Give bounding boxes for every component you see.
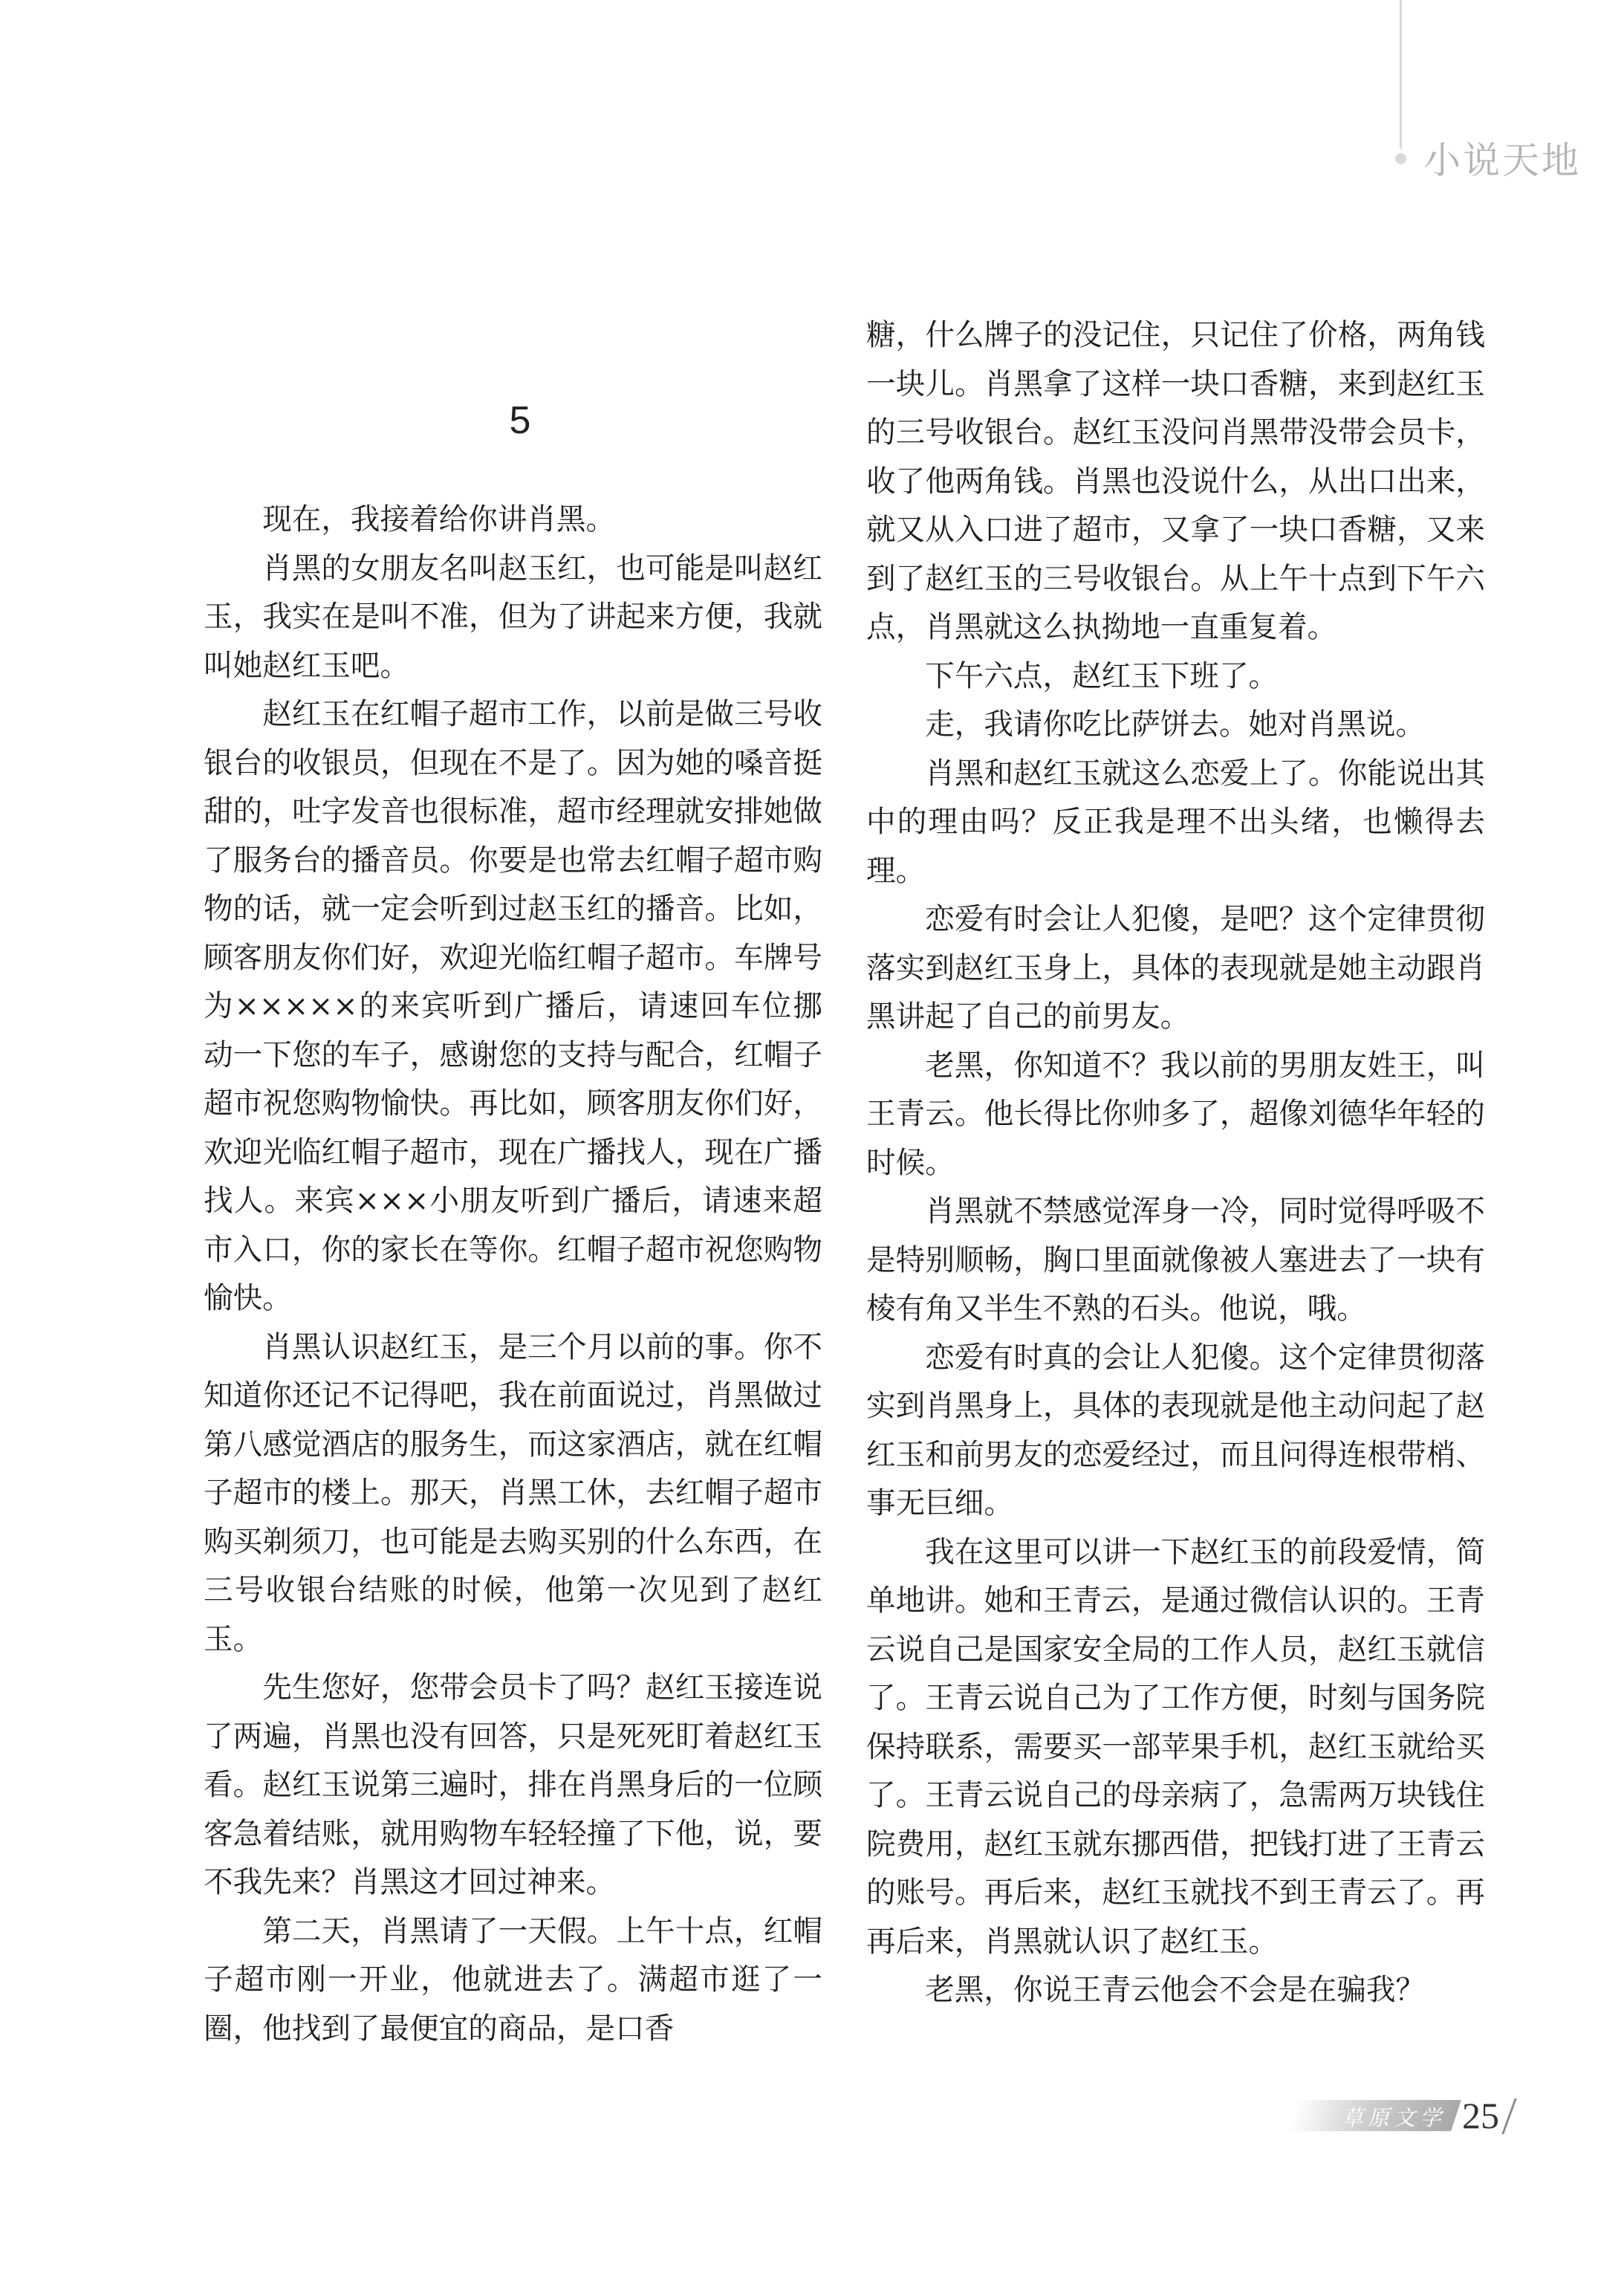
paragraph: 肖黑认识赵红玉，是三个月以前的事。你不知道你还记不记得吧，我在前面说过，肖黑做过第八感觉酒店的服务生，而这家酒店，就在红帽子超市的楼上。那天，肖黑工休，去红帽子超市购买剃须刀，也可能是去购买别的什么东西，在三号收银台结账的时候，他第一次见到了赵红玉。 [204, 1329, 822, 1656]
chapter-number: 5 [509, 399, 531, 442]
paragraph: 第二天，肖黑请了一天假。上午十点，红帽子超市刚一开业，他就进去了。满超市逛了一圈，他找到了最便宜的商品，是口香 [204, 1913, 822, 2046]
paragraph: 先生您好，您带会员卡了吗？赵红玉接连说了两遍，肖黑也没有回答，只是死死盯着赵红玉看。赵红玉说第三遍时，排在肖黑身后的一位顾客急着结账，就用购物车轻轻撞了下他，说，要不我先来？肖黑这才回过神来。 [204, 1670, 822, 1899]
left-column [204, 496, 822, 2053]
paragraph: 走，我请你吃比萨饼去。她对肖黑说。 [925, 707, 1426, 742]
footer-slash [1501, 2098, 1516, 2134]
paragraph: 老黑，你说王青云他会不会是在骗我？ [925, 1973, 1426, 2007]
paragraph: 赵红玉在红帽子超市工作，以前是做三号收银台的收银员，但现在不是了。因为她的嗓音挺甜的，吐字发音也很标准，超市经理就安排她做了服务台的播音员。你要是也常去红帽子超市购物的话，就一定会听到过赵玉红的播音。比如，顾客朋友你们好，欢迎光临红帽子超市。车牌号为×××××的来宾听到广播后，请速回车位挪动一下您的车子，感谢您的支持与配合，红帽子超市祝您购物愉快。再比如，顾客朋友你们好，欢迎光临红帽子超市，现在广播找人，现在广播找人。来宾×××小朋友听到广播后，请速来超市入口，你的家长在等你。红帽子超市祝您购物愉快。 [204, 697, 822, 1315]
paragraph: 老黑，你知道不？我以前的男朋友姓王，叫王青云。他长得比你帅多了，超像刘德华年轻的时候。 [866, 1048, 1485, 1180]
section-title: 小说天地 [1423, 139, 1581, 182]
page-number: 25 [1462, 2095, 1499, 2136]
header-rule [1400, 0, 1402, 149]
magazine-name: 草原文学 [1342, 2105, 1446, 2130]
right-column [866, 311, 1485, 2015]
paragraph: 肖黑就不禁感觉浑身一冷，同时觉得呼吸不是特别顺畅，胸口里面就像被人塞进去了一块有棱有角又半生不熟的石头。他说，哦。 [866, 1194, 1485, 1326]
paragraph: 现在，我接着给你讲肖黑。 [262, 502, 616, 537]
paragraph: 我在这里可以讲一下赵红玉的前段爱情，简单地讲。她和王青云，是通过微信认识的。王青云说自己是国家安全局的工作人员，赵红玉就信了。王青云说自己为了工作方便，时刻与国务院保持联系，需要买一部苹果手机，赵红玉就给买了。王青云说自己的母亲病了，急需两万块钱住院费用，赵红玉就东挪西借，把钱打进了王青云的账号。再后来，赵红玉就找不到王青云了。再再后来，肖黑就认识了赵红玉。 [866, 1534, 1485, 1959]
paragraph: 糖，什么牌子的没记住，只记住了价格，两角钱一块儿。肖黑拿了这样一块口香糖，来到赵红玉的三号收银台。赵红玉没问肖黑带没带会员卡，收了他两角钱。肖黑也没说什么，从出口出来，就又从入口进了超市，又拿了一块口香糖，又来到了赵红玉的三号收银台。从上午十点到下午六点，肖黑就这么执拗地一直重复着。 [866, 318, 1485, 644]
paragraph: 恋爱有时会让人犯傻，是吧？这个定律贯彻落实到赵红玉身上，具体的表现就是她主动跟肖黑讲起了自己的前男友。 [866, 902, 1485, 1034]
paragraph: 肖黑和赵红玉就这么恋爱上了。你能说出其中的理由吗？反正我是理不出头绪，也懒得去理。 [866, 756, 1485, 888]
page-footer [1293, 2094, 1516, 2146]
paragraph: 下午六点，赵红玉下班了。 [925, 658, 1279, 693]
paragraph: 肖黑的女朋友名叫赵玉红，也可能是叫赵红玉，我实在是叫不准，但为了讲起来方便，我就叫她赵红玉吧。 [204, 551, 822, 683]
paragraph: 恋爱有时真的会让人犯傻。这个定律贯彻落实到肖黑身上，具体的表现就是他主动问起了赵红玉和前男友的恋爱经过，而且问得连根带梢、事无巨细。 [866, 1340, 1485, 1520]
header-dot [1395, 153, 1406, 164]
